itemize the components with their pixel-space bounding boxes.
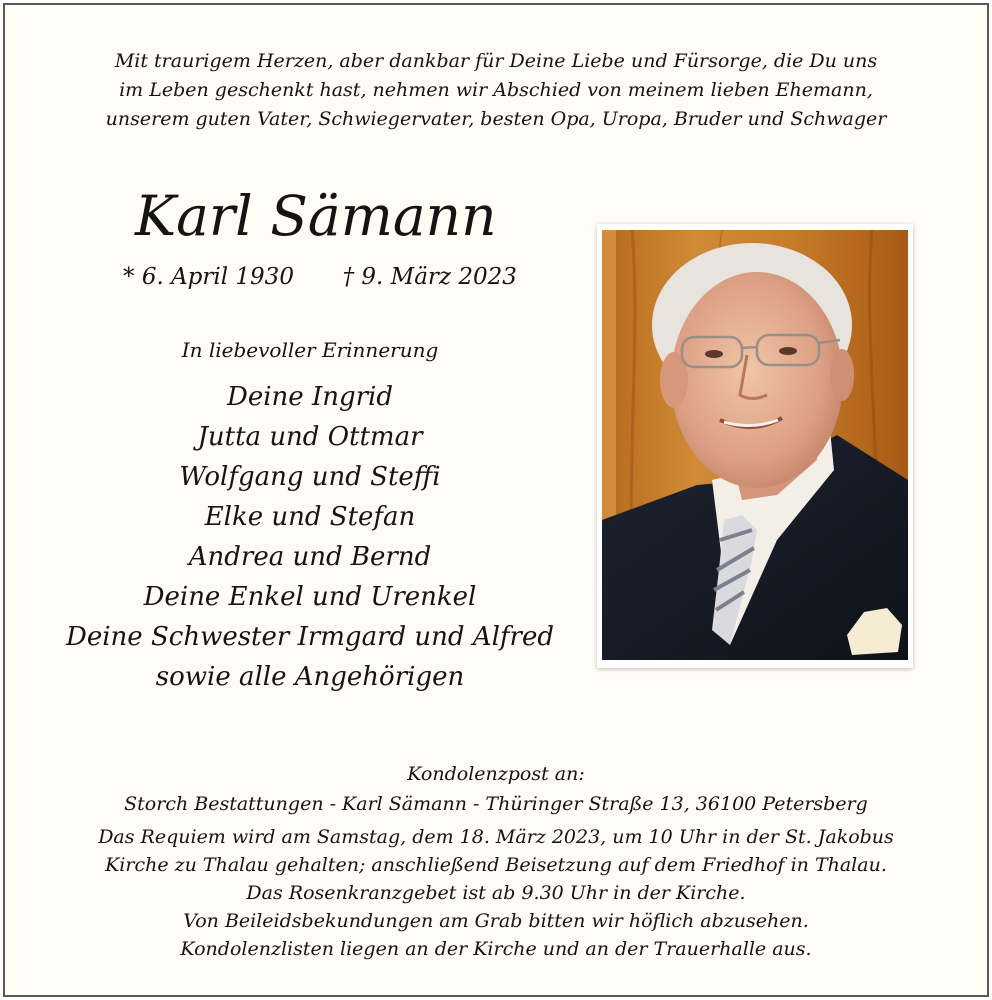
intro-line: unserem guten Vater, Schwiegervater, besten Opa, Uropa, Bruder und Schwager xyxy=(105,108,887,130)
requiem-line: Das Rosenkranzgebet ist ab 9.30 Uhr in der Kirche. xyxy=(246,882,746,904)
family-member: Andrea und Bernd xyxy=(188,542,432,572)
family-member: Deine Enkel und Urenkel xyxy=(143,582,477,612)
life-dates xyxy=(123,262,517,292)
requiem-line: Kondolenzlisten liegen an der Kirche und an der Trauerhalle aus. xyxy=(180,938,812,960)
family-member: Wolfgang und Steffi xyxy=(179,462,441,492)
family-member: sowie alle Angehörigen xyxy=(155,662,465,692)
family-member: Deine Ingrid xyxy=(227,382,393,412)
condolence-address: Storch Bestattungen - Karl Sämann - Thüringer Straße 13, 36100 Petersberg xyxy=(124,793,868,815)
intro-text xyxy=(65,47,927,134)
birth-symbol: * xyxy=(123,264,135,290)
condolence-info xyxy=(45,759,947,819)
portrait-image xyxy=(602,230,908,660)
family-member: Elke und Stefan xyxy=(204,502,416,532)
requiem-line: Kirche zu Thalau gehalten; anschließend Beisetzung auf dem Friedhof in Thalau. xyxy=(105,854,887,876)
condolence-label: Kondolenzpost an: xyxy=(407,763,585,785)
intro-line: Mit traurigem Herzen, aber dankbar für Deine Liebe und Fürsorge, die Du uns xyxy=(114,50,878,72)
family-member: Deine Schwester Irmgard und Alfred xyxy=(66,622,554,652)
family-member: Jutta und Ottmar xyxy=(197,422,423,452)
memorial-phrase: In liebevoller Erinnerung xyxy=(181,338,439,362)
requiem-line: Von Beileidsbekundungen am Grab bitten wir höflich abzusehen. xyxy=(183,910,809,932)
death-date: 9. März 2023 xyxy=(361,264,517,290)
portrait-photo xyxy=(597,224,913,668)
obituary-card xyxy=(3,3,989,997)
deceased-name: Karl Sämann xyxy=(135,184,497,248)
intro-line: im Leben geschenkt hast, nehmen wir Abschied von meinem lieben Ehemann, xyxy=(119,79,873,101)
requiem-info xyxy=(65,823,927,963)
requiem-line: Das Requiem wird am Samstag, dem 18. März 2023, um 10 Uhr in der St. Jakobus xyxy=(98,826,894,848)
death-symbol: † xyxy=(342,264,355,290)
birth-date: 6. April 1930 xyxy=(141,264,294,290)
family-list xyxy=(45,377,575,697)
